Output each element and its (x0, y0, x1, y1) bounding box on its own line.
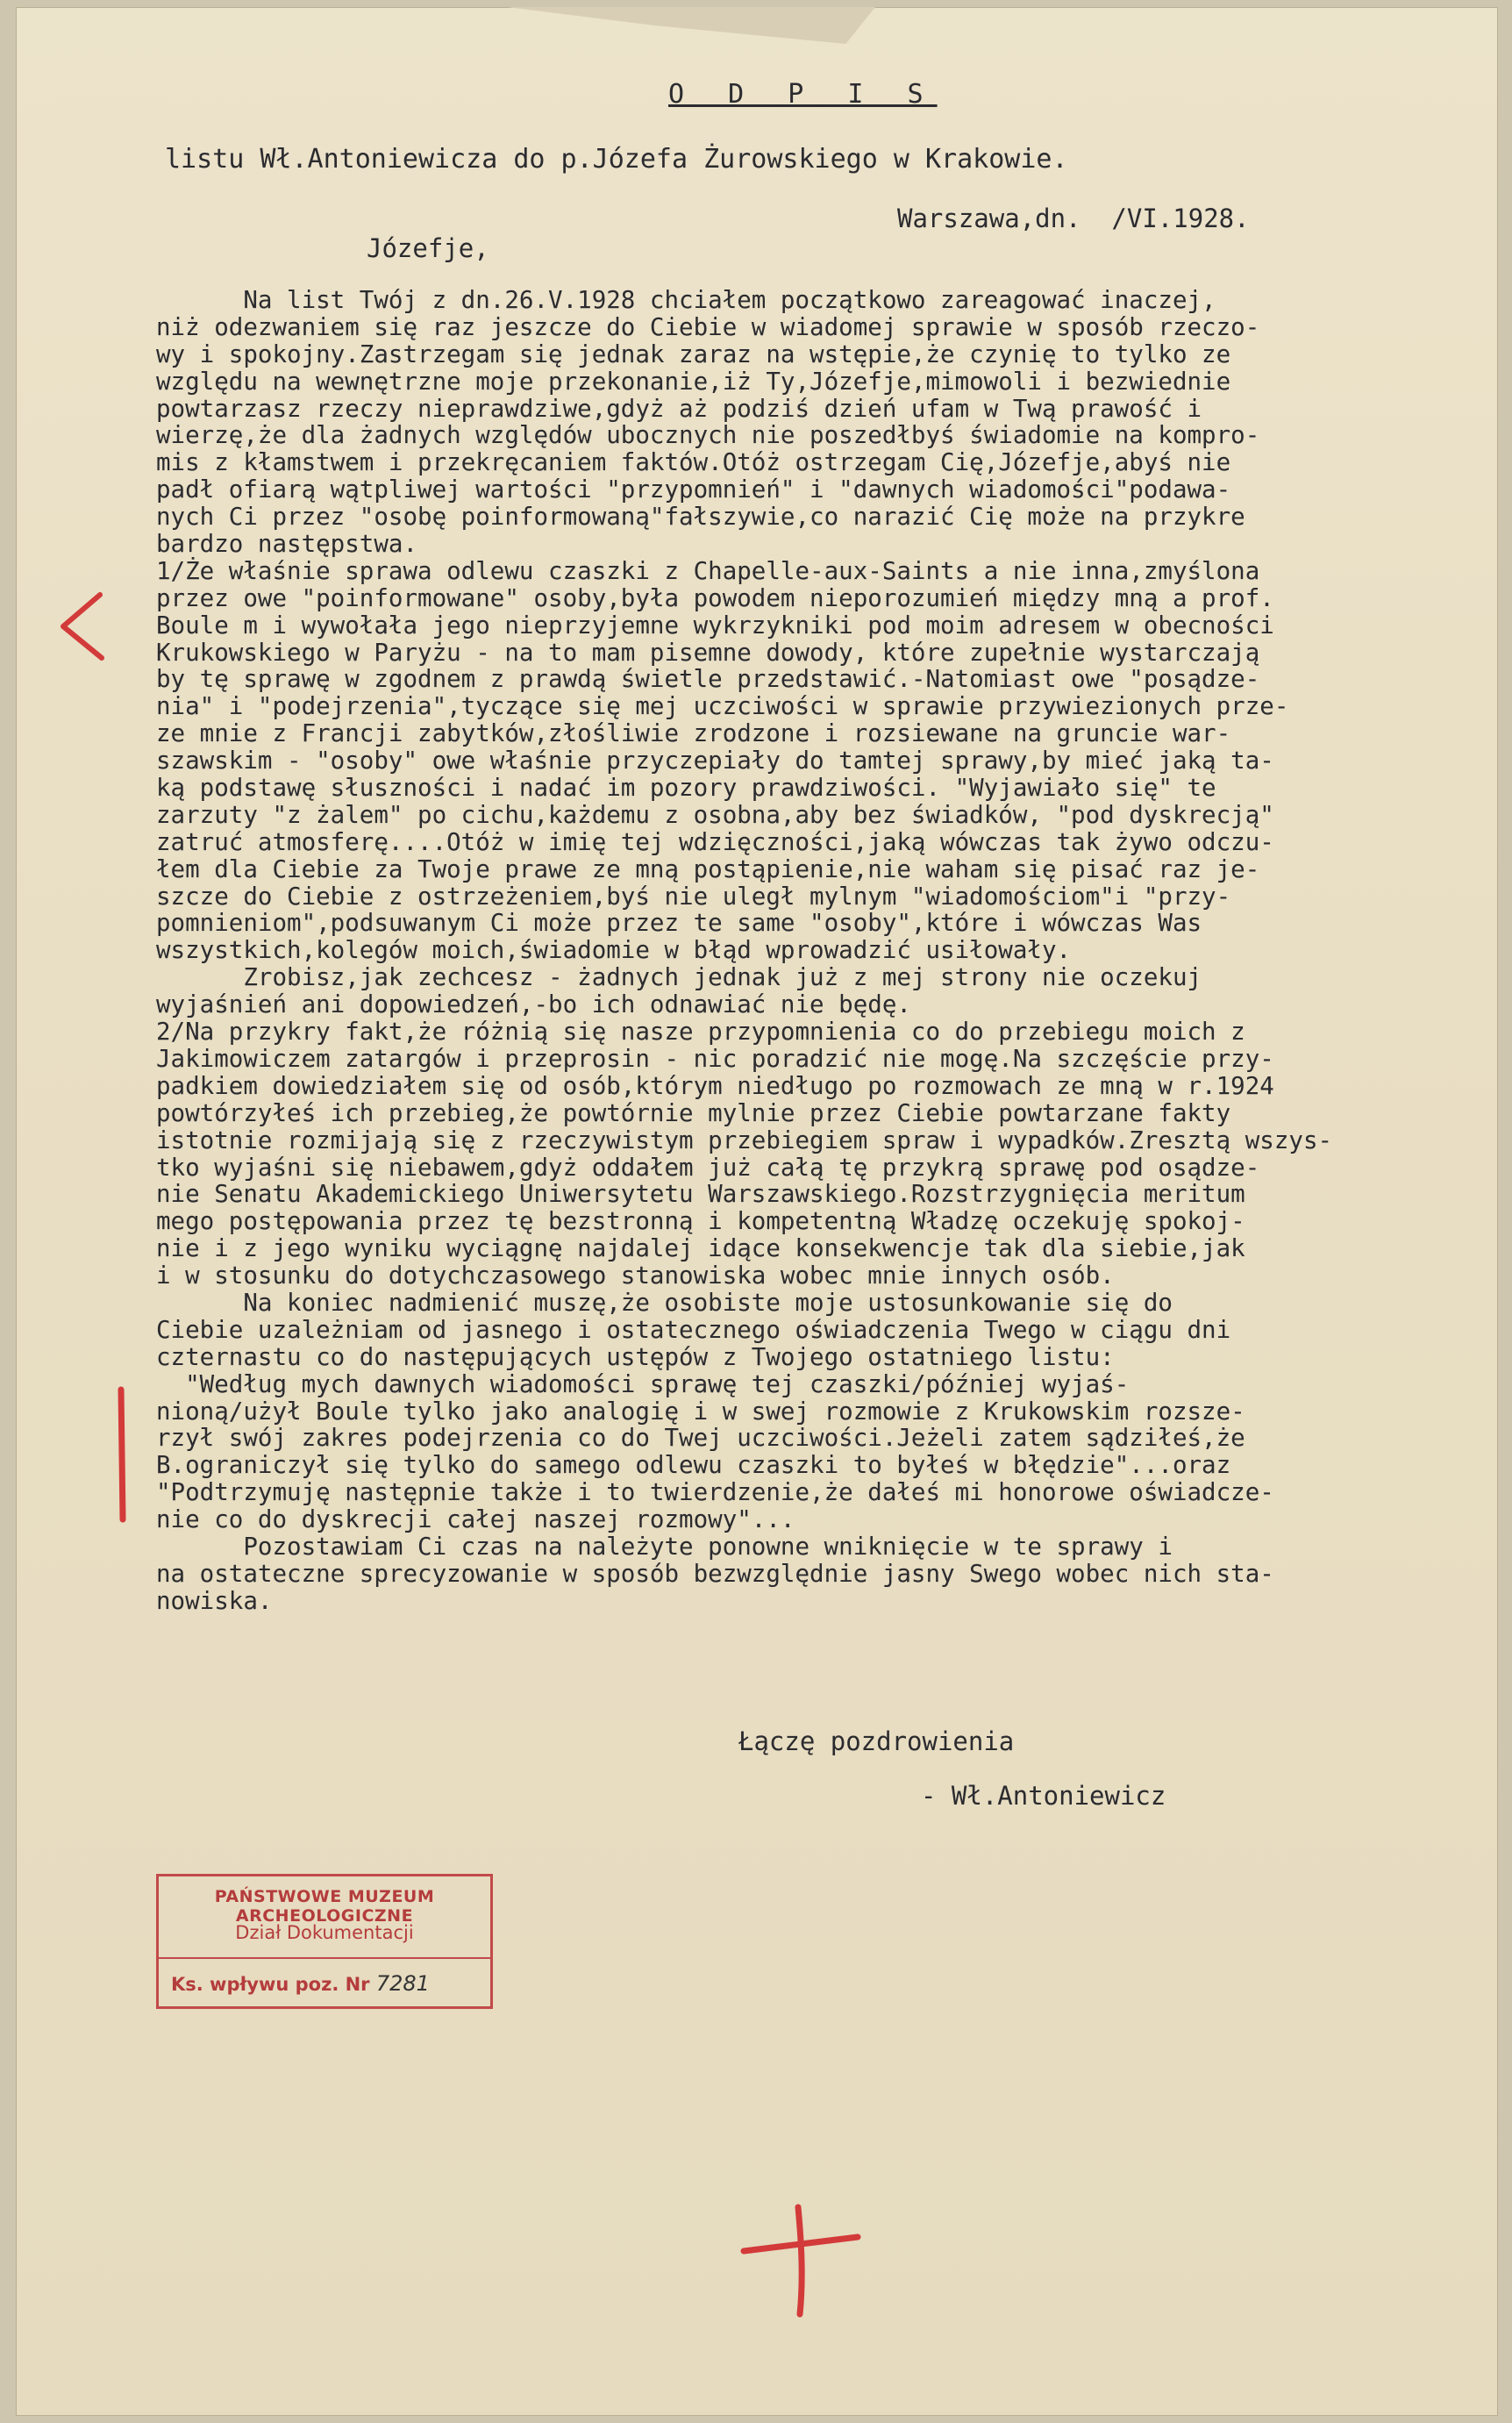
body-line: mego postępowania przez tę bezstronną i kompetentną Władzę oczekuję spokoj- (156, 1207, 1245, 1236)
body-line: nia" i "podejrzenia",tyczące się mej uczciwości w sprawie przywiezionych prze- (156, 692, 1289, 721)
red-numeral-seven-icon (717, 2183, 884, 2323)
body-line: czternastu co do następujących ustępów z Twojego ostatniego listu: (156, 1342, 1115, 1371)
body-line: i w stosunku do dotychczasowego stanowiska wobec mnie innych osób. (156, 1262, 1115, 1290)
body-line: ze mnie z Francji zabytków,złośliwie zrodzone i rozsiewane na gruncie war- (156, 719, 1231, 748)
body-line: zarzuty "z żalem" po cichu,każdemu z osobna,aby bez świadków, "pod dyskrecją" (156, 800, 1274, 829)
body-line: wierzę,że dla żadnych względów ubocznych nie poszedłbyś świadomie na kompro- (156, 421, 1260, 450)
signature: - Wł.Antoniewicz (921, 1781, 1166, 1811)
stamp-entry-number: 7281 (375, 1971, 430, 1996)
body-line: Zrobisz,jak zechcesz - żadnych jednak już z mej strony nie oczekuj (156, 963, 1202, 992)
stamp-institution: PAŃSTWOWE MUZEUM ARCHEOLOGICZNE (214, 1887, 435, 1926)
body-line: powtórzyłeś ich przebieg,że powtórnie mylnie przez Ciebie powtarzane fakty (156, 1098, 1231, 1127)
body-line: istotnie rozmijają się z rzeczywistym przebiegiem spraw i wypadków.Zresztą wszys- (156, 1126, 1333, 1154)
body-line: padkiem dowiedziałem się od osób,którym niedługo po rozmowach ze mną w r.1924 (156, 1071, 1274, 1100)
stamp-entry-label: Ks. wpływu poz. Nr (171, 1974, 370, 1995)
body-line: "Według mych dawnych wiadomości sprawę tej czaszki/później wyjaś- (156, 1369, 1130, 1398)
body-line: tko wyjaśni się niebawem,gdyż oddałem już całą tę przykrą sprawę pod osądze- (156, 1153, 1260, 1182)
stamp-department: Dział Dokumentacji (235, 1922, 414, 1943)
body-line: mis z kłamstwem i przekręcaniem faktów.Otóż ostrzegam Cię,Józefje,abyś nie (156, 448, 1231, 477)
body-line: łem dla Ciebie za Twoje prawe ze mną postąpienie,nie waham się pisać raz je- (156, 854, 1260, 883)
body-line: pomnieniom",podsuwanym Ci może przez te same "osoby",które i wówczas Was (156, 909, 1202, 938)
body-line: nioną/użył Boule tylko jako analogię i w swej rozmowie z Krukowskim rozsze- (156, 1397, 1245, 1426)
letter-body (156, 286, 1507, 1614)
body-line: nie Senatu Akademickiego Uniwersytetu Warszawskiego.Rozstrzygnięcia meritum (156, 1180, 1245, 1209)
body-line: nie i z jego wyniku wyciągnę najdalej idące konsekwencje tak dla siebie,jak (156, 1234, 1245, 1263)
body-line: Pozostawiam Ci czas na należyte ponowne wniknięcie w te sprawy i (156, 1532, 1173, 1561)
document-title: O D P I S (668, 79, 938, 110)
body-line: Na koniec nadmienić muszę,że osobiste moje ustosunkowanie się do (156, 1288, 1173, 1317)
body-line: rzył swój zakres podejrzenia co do Twej uczciwości.Jeżeli zatem sądziłeś,że (156, 1424, 1245, 1453)
body-line: "Podtrzymuję następnie także i to twierdzenie,że dałeś mi honorowe oświadcze- (156, 1478, 1274, 1507)
torn-corner (507, 7, 875, 68)
body-line: Jakimowiczem zatargów i przeprosin - nic poradzić nie mogę.Na szczęście przy- (156, 1044, 1274, 1073)
body-line: przez owe "poinformowane" osoby,była powodem nieporozumień między mną a prof. (156, 583, 1274, 612)
red-bracket-mark-icon (47, 586, 118, 665)
closing-line: Łączę pozdrowienia (738, 1726, 1015, 1756)
body-line: na ostateczne sprecyzowanie w sposób bezwzględnie jasny Swego wobec nich sta- (156, 1559, 1274, 1588)
body-line: padł ofiarą wątpliwej wartości "przypomnień" i "dawnych wiadomości"podawa- (156, 475, 1231, 504)
body-line: wy i spokojny.Zastrzegam się jednak zaraz na wstępie,że czynię to tylko ze (156, 340, 1231, 368)
body-line: 1/Że właśnie sprawa odlewu czaszki z Chapelle-aux-Saints a nie inna,zmyślona (156, 556, 1260, 585)
body-line: 2/Na przykry fakt,że różnią się nasze przypomnienia co do przebiegu moich z (156, 1018, 1245, 1047)
red-vertical-mark-icon (103, 1384, 139, 1525)
body-line: wszystkich,kolegów moich,świadomie w błąd wprowadzić usiłowały. (156, 936, 1072, 965)
place-date: Warszawa,dn. /VI.1928. (897, 204, 1250, 233)
body-line: względu na wewnętrzne moje przekonanie,iż Ty,Józefje,mimowoli i bezwiednie (156, 367, 1231, 396)
body-line: Na list Twój z dn.26.V.1928 chciałem początkowo zareagować inaczej, (156, 286, 1216, 314)
body-line: niż odezwaniem się raz jeszcze do Ciebie w wiadomej sprawie w sposób rzeczo- (156, 312, 1260, 341)
body-line: zatruć atmosferę....Otóż w imię tej wdzięczności,jaką wówczas tak żywo odczu- (156, 827, 1274, 856)
body-line: by tę sprawę w zgodnem z prawdą świetle przedstawić.-Natomiast owe "posądze- (156, 665, 1260, 694)
body-line: wyjaśnień ani dopowiedzeń,-bo ich odnawiać nie będę. (156, 990, 911, 1019)
body-line: Ciebie uzależniam od jasnego i ostatecznego oświadczenia Twego w ciągu dni (156, 1315, 1231, 1344)
body-line: bardzo następstwa. (156, 530, 418, 559)
body-line: nowiska. (156, 1586, 273, 1615)
document-page (16, 7, 1498, 2416)
body-line: powtarzasz rzeczy nieprawdziwe,gdyż aż podziś dzień ufam w Twą prawość i (156, 394, 1202, 423)
body-line: Krukowskiego w Paryżu - na to mam pisemne dowody, które zupełnie wystarczają (156, 638, 1260, 667)
body-line: nych Ci przez "osobę poinformowaną"fałszywie,co narazić Cię może na przykre (156, 503, 1245, 532)
body-line: B.ograniczył się tylko do samego odlewu czaszki to byłeś w błędzie"...oraz (156, 1451, 1231, 1480)
salutation: Józefje, (367, 233, 489, 263)
body-line: ką podstawę słuszności i nadać im pozory prawdziwości. "Wyjawiało się" te (156, 774, 1216, 803)
document-heading: listu Wł.Antoniewicza do p.Józefa Żurowskiego w Krakowie. (165, 144, 1068, 175)
museum-stamp (156, 1874, 493, 2009)
body-line: Boule m i wywołała jego nieprzyjemne wykrzykniki pod moim adresem w obecności (156, 611, 1274, 640)
stamp-entry (159, 1971, 503, 1996)
body-line: nie co do dyskrecji całej naszej rozmowy"... (156, 1505, 795, 1534)
body-line: szcze do Ciebie z ostrzeżeniem,byś nie uległ mylnym "wiadomościom"i "przy- (156, 882, 1231, 911)
body-line: szawskim - "osoby" owe właśnie przyczepiały do tamtej sprawy,by mieć jaką ta- (156, 747, 1274, 776)
